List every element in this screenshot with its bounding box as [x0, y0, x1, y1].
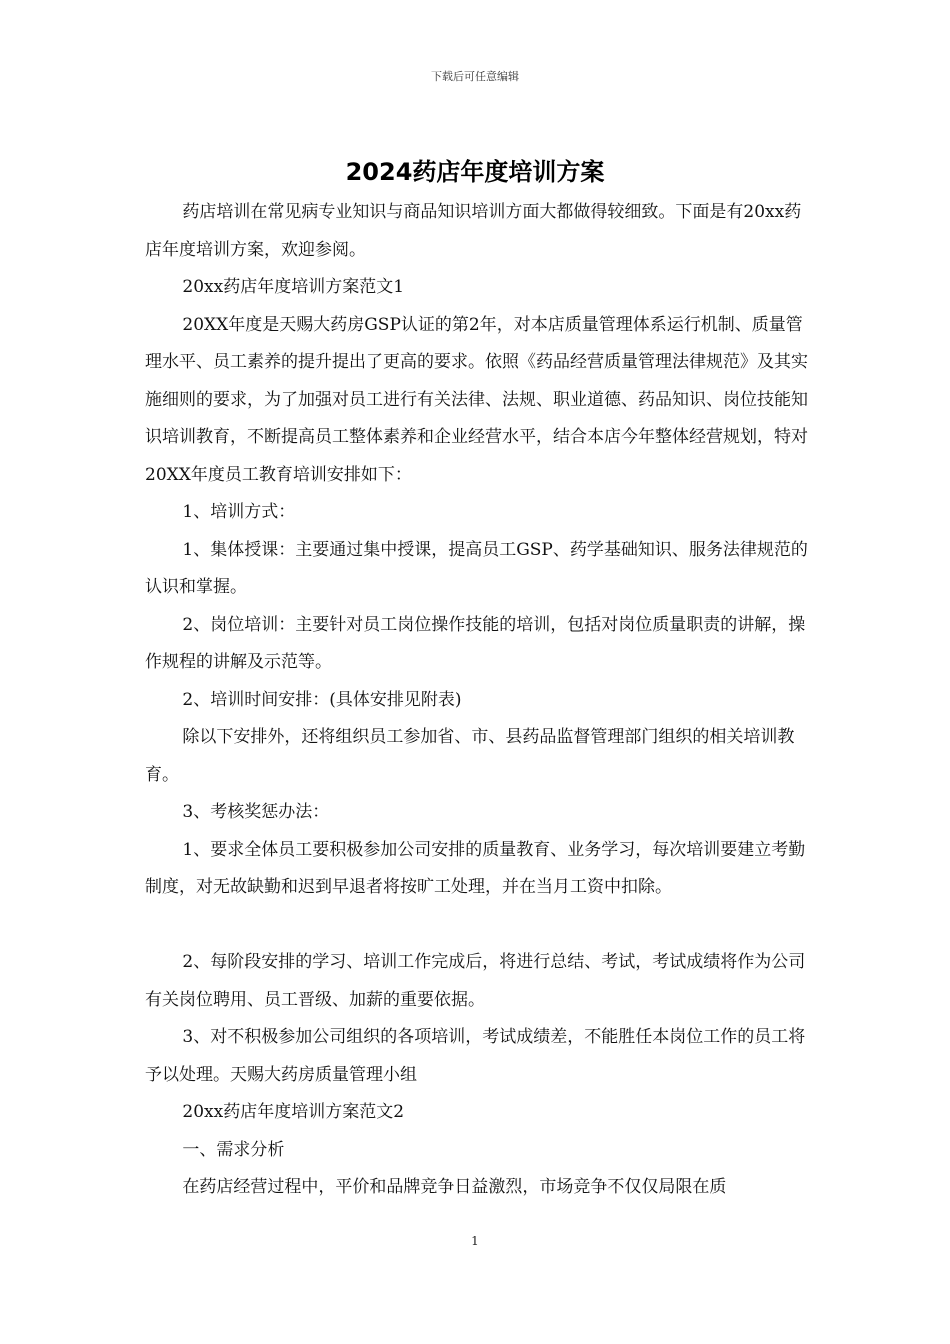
document-body: [145, 194, 810, 1207]
paragraph-needs-analysis-heading: 一、需求分析: [182, 1139, 285, 1160]
paragraph-post-training: 2、岗位培训：主要针对员工岗位操作技能的培训，包括对岗位质量职责的讲解，操作规程的讲解及示范等。: [145, 614, 806, 672]
paragraph-penalty-rule: 3、对不积极参加公司组织的各项培训，考试成绩差，不能胜任本岗位工作的员工将予以处理。天赐大药房质量管理小组: [145, 1027, 806, 1085]
paragraph-external-training: 除以下安排外，还将组织员工参加省、市、县药品监督管理部门组织的相关培训教育。: [145, 727, 795, 785]
document-title: 2024药店年度培训方案: [345, 158, 605, 186]
paragraph-schedule-heading: 2、培训时间安排：(具体安排见附表): [182, 689, 462, 710]
paragraph-background: 20XX年度是天赐大药房GSP认证的第2年，对本店质量管理体系运行机制、质量管理水平、员工素养的提升提出了更高的要求。依照《药品经营质量管理法律规范》及其实施细则的要求，为了加强对员工进行有关法律、法规、职业道德、药品知识、岗位技能知识培训教育，不断提高员工整体素养和企业经营水平，结合本店今年整体经营规划，特对20XX年度员工教育培训安排如下：: [145, 314, 808, 485]
paragraph-exam-rule: 2、每阶段安排的学习、培训工作完成后，将进行总结、考试，考试成绩将作为公司有关岗位聘用、员工晋级、加薪的重要依据。: [145, 952, 806, 1010]
paragraph-training-method-heading: 1、培训方式：: [182, 502, 296, 522]
paragraph-assessment-heading: 3、考核奖惩办法：: [182, 802, 330, 822]
header-note: 下载后可任意编辑: [431, 70, 519, 83]
page-number: 1: [471, 1234, 479, 1248]
paragraph-section-heading-1: 20xx药店年度培训方案范文1: [182, 277, 405, 297]
paragraph-attendance-rule: 1、要求全体员工要积极参加公司安排的质量教育、业务学习，每次培训要建立考勤制度，对无故缺勤和迟到早退者将按旷工处理，并在当月工资中扣除。: [145, 839, 806, 897]
paragraph-section-heading-2: 20xx药店年度培训方案范文2: [182, 1102, 405, 1122]
paragraph-market-competition: 在药店经营过程中，平价和品牌竞争日益激烈，市场竞争不仅仅局限在质: [182, 1177, 727, 1197]
paragraph-intro: 药店培训在常见病专业知识与商品知识培训方面大都做得较细致。下面是有20xx药店年度培训方案，欢迎参阅。: [145, 202, 802, 260]
paragraph-group-lecture: 1、集体授课：主要通过集中授课，提高员工GSP、药学基础知识、服务法律规范的认识和掌握。: [145, 539, 808, 597]
